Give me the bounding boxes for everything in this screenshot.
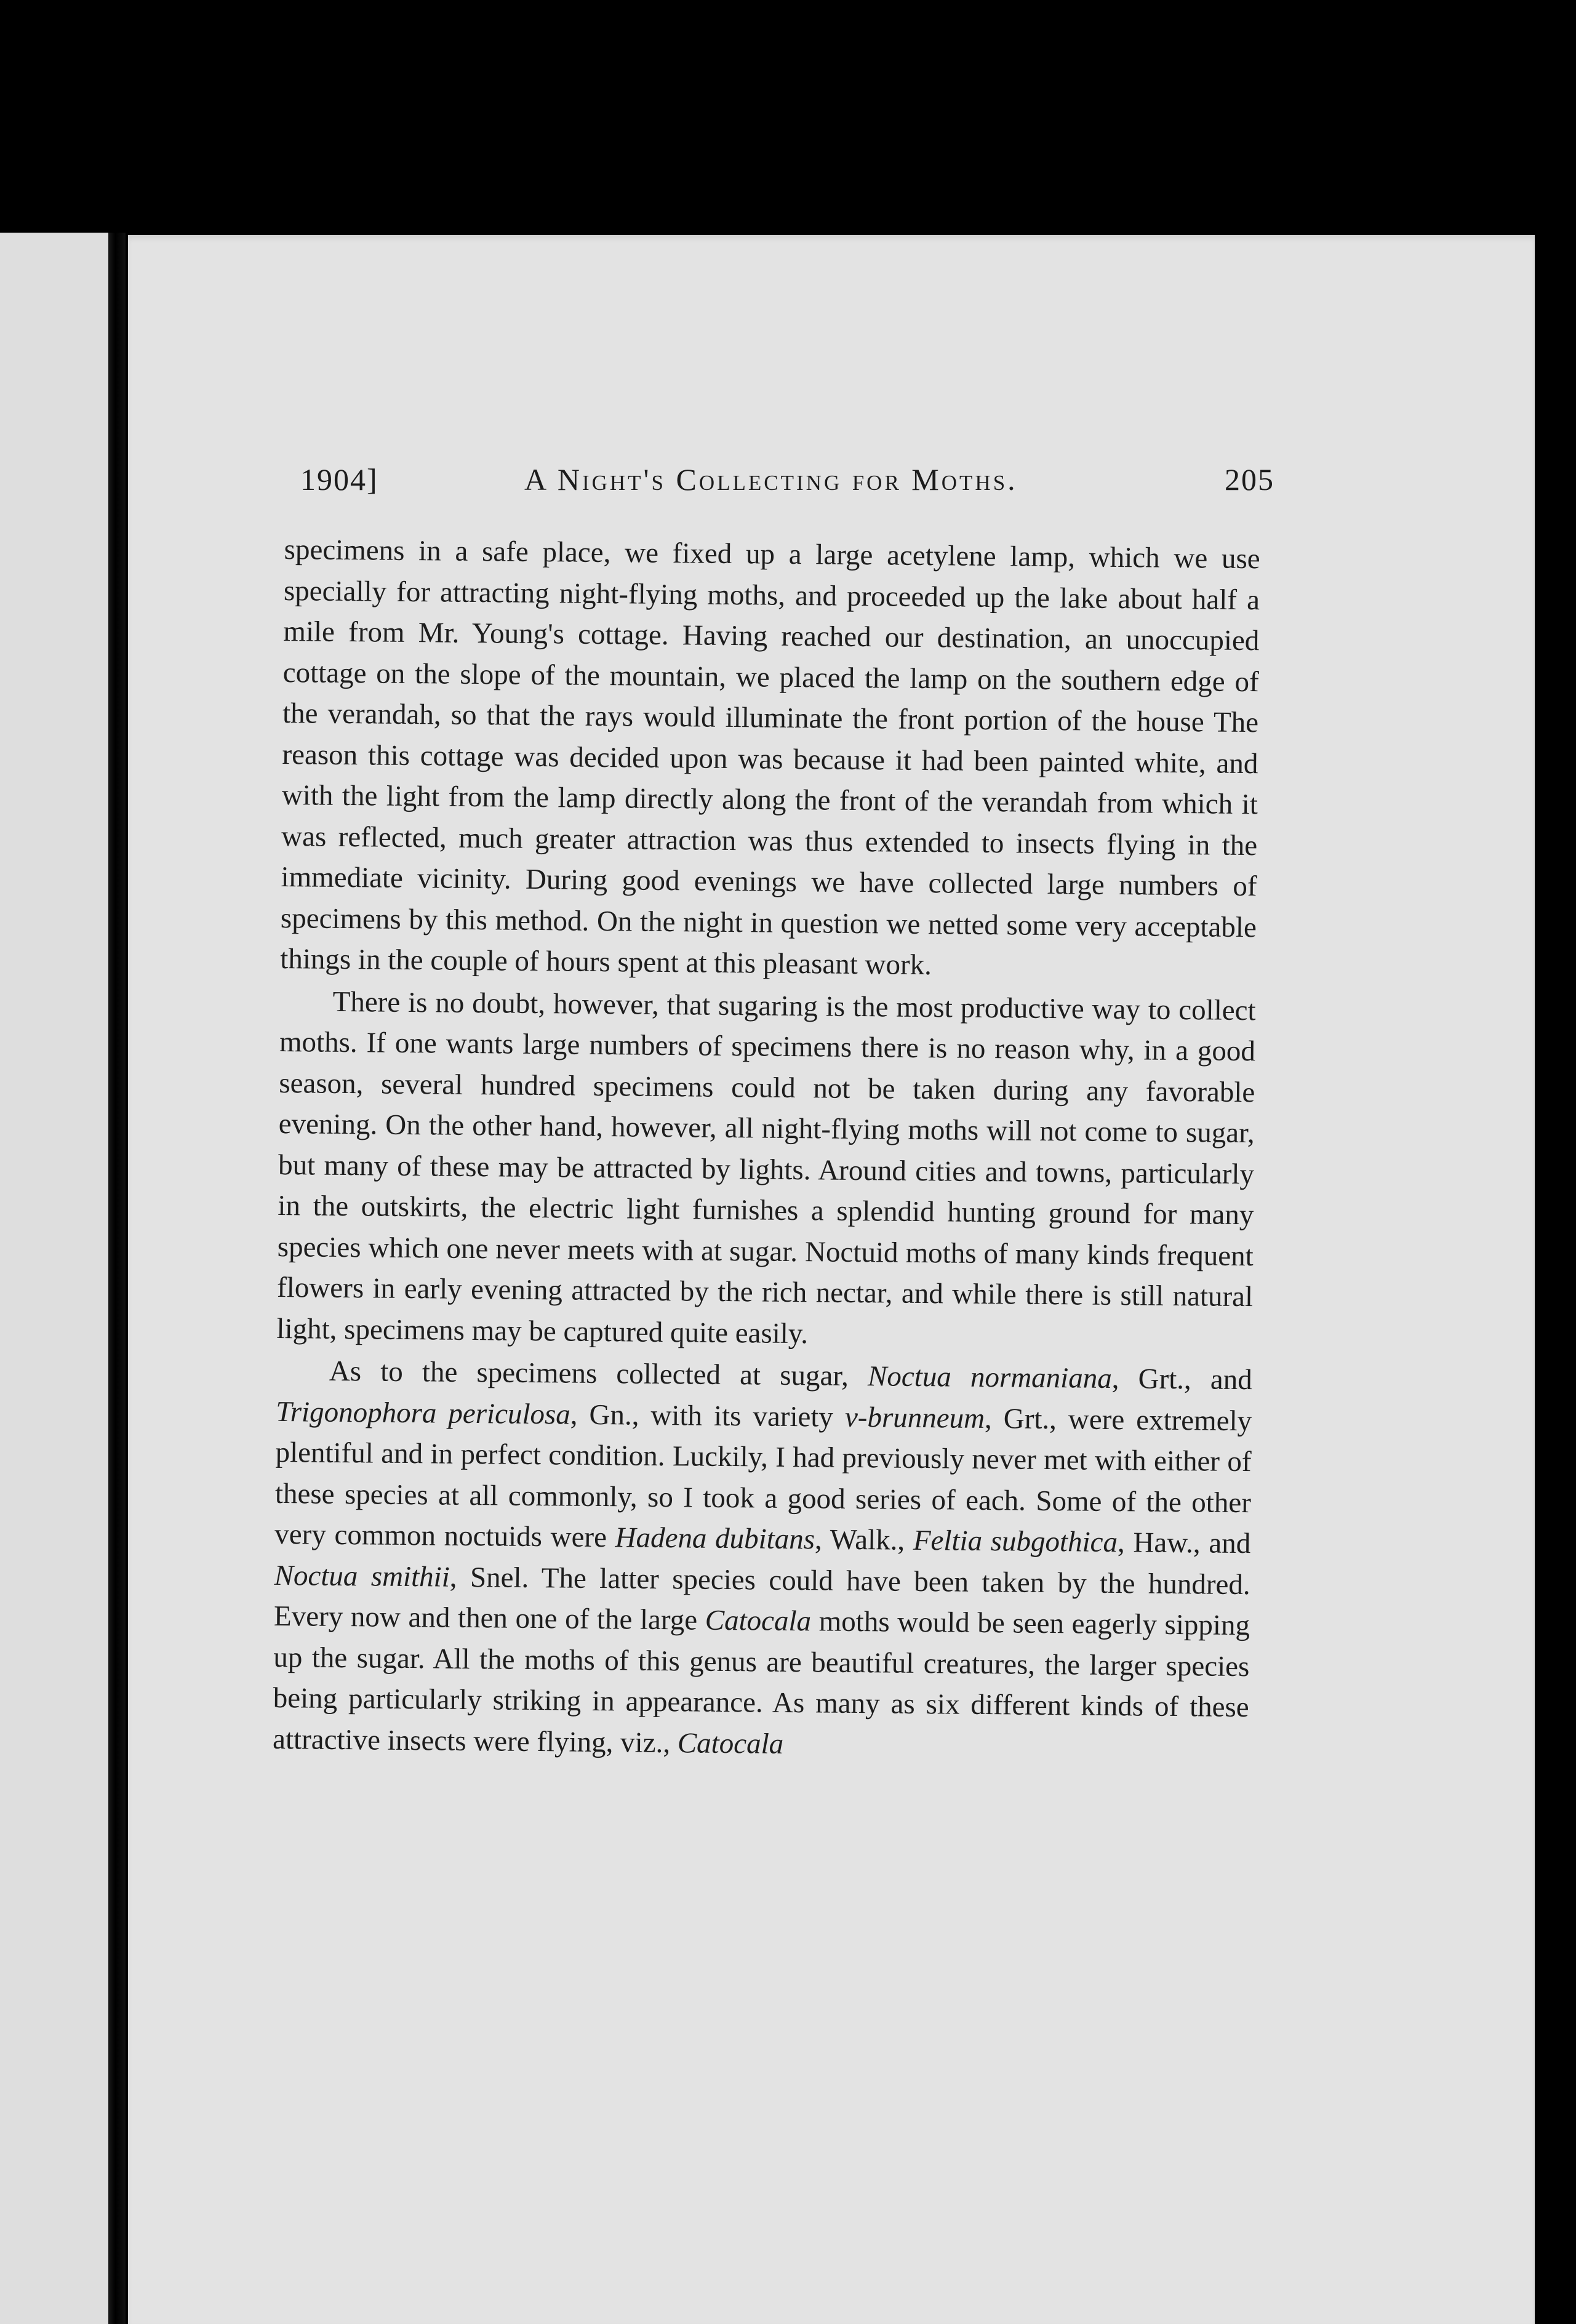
genus-name: Catocala <box>705 1604 812 1638</box>
paragraph-1: specimens in a safe place, we fixed up a large acetylene lamp, which we use specially for attracting night-flying moths, and proceeded up the lake about half a mile from Mr. Young's cottage. Having reached our destination, an unoccupied cottage on the slope of the mountain, we placed the lamp on the southern edge of the verandah, so that the rays would illuminate the front portion of the house The reason this cottage was decided upon was because it had been painted white, and with the light from the lamp directly along the front of the verandah from which it was reflected, much greater attraction was thus extended to insects flying in the immediate vicinity. During good evenings we have collected large numbers of specimens by this method. On the night in question we netted some very acceptable things in the couple of hours spent at this pleasant work. <box>280 533 1260 982</box>
species-name: Noctua smithii <box>274 1559 450 1593</box>
paragraph-3-text: moths would be seen eagerly sipping up the sugar. All the moths of this genus are beautiful creatures, the larger species being particularly striking in appearance. As many as six different kinds of these attractive insects were flying, viz., <box>272 1605 1250 1759</box>
genus-name: Catocala <box>677 1726 784 1760</box>
facing-page-edge <box>0 233 114 2324</box>
paragraph-2: There is no doubt, however, that sugaring is the most productive way to collect moths. If one wants large numbers of specimens there is no reason why, in a good season, several hundred specimens could not be taken during any favorable evening. On the other hand, however, all night-flying moths will not come to sugar, but many of these may be attracted by lights. Around cities and towns, particularly in the outskirts, the electric light furnishes a splendid hunting ground for many species which one never meets with at sugar. Noctuid moths of many kinds frequent flowers in early evening attracted by the rich nectar, and while there is still natural light, specimens may be captured quite easily. <box>276 985 1256 1350</box>
running-head-title: A Night's Collecting for Moths. <box>524 462 1018 497</box>
gutter-shadow <box>108 233 126 2324</box>
species-name: Trigonophora periculosa <box>275 1395 571 1431</box>
paragraph-3 <box>273 1350 1252 1769</box>
species-name: Feltia subgothica <box>913 1524 1118 1559</box>
paragraph-3-text: , Snel. The latter species could have been taken by the hundred. Every now and then one of the large <box>273 1561 1250 1637</box>
species-name: Hadena dubitans <box>615 1521 815 1556</box>
paragraph-3-text: , Haw., and <box>1117 1526 1251 1560</box>
running-head-year: 1904] <box>300 462 378 497</box>
page-border <box>1535 235 1576 2324</box>
paragraph-3-text: , Walk., <box>814 1523 914 1557</box>
species-name: v-brunneum <box>844 1401 985 1435</box>
paragraph-3-text: , Grt., and <box>1111 1362 1253 1396</box>
page-number: 205 <box>1225 462 1274 497</box>
species-name: Noctua normaniana <box>867 1360 1113 1395</box>
article-body <box>269 529 1260 2114</box>
paragraph-3-text: As to the specimens collected at sugar, <box>329 1355 868 1393</box>
paragraph-3-text: , Grt., were extremely plentiful and in perfect condition. Luckily, I had previously never met with either of these species at all commonly, so I took a good series of each. Some of the other very common noctuids were <box>274 1402 1252 1554</box>
paragraph-3-text: , Gn., with its variety <box>570 1398 846 1433</box>
